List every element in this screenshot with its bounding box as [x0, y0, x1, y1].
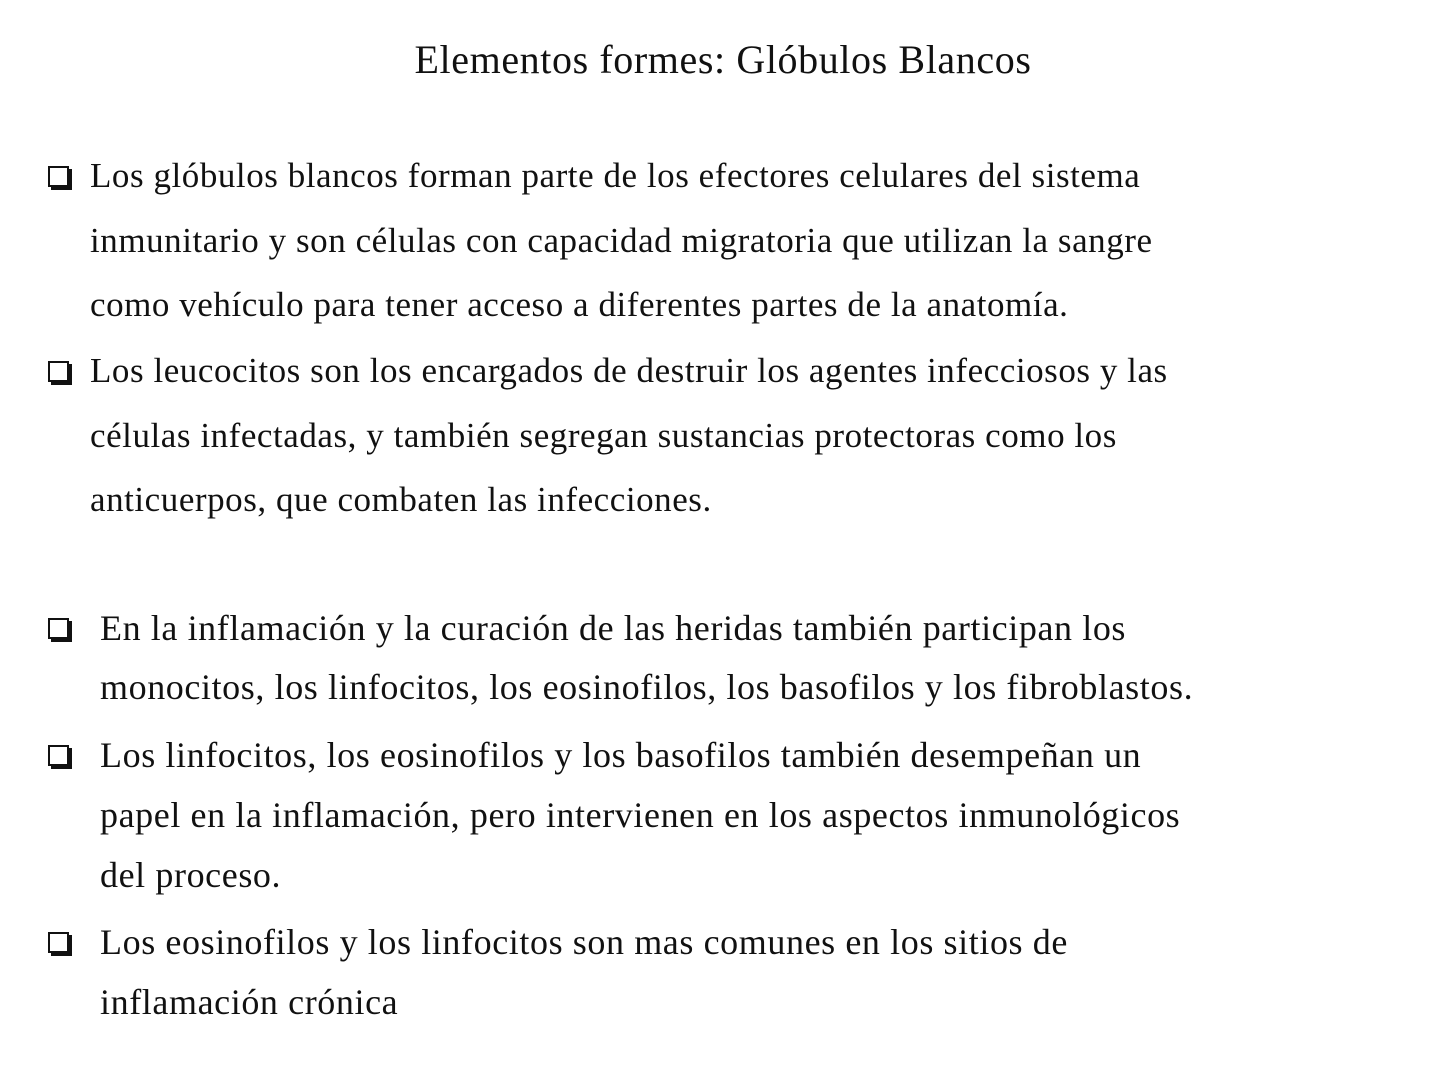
page-title: Elementos formes: Glóbulos Blancos — [414, 37, 1032, 82]
bullet-5-line-2: inflamación crónica — [100, 982, 399, 1022]
bullet-2-line-1: Los leucocitos son los encargados de destruir los agentes infecciosos y las — [90, 351, 1168, 390]
checkbox-bullet-icon — [48, 166, 69, 187]
bullet-3-line-1: En la inflamación y la curación de las heridas también participan los — [100, 608, 1127, 648]
bullet-4-line-3: del proceso. — [100, 855, 282, 895]
checkbox-bullet-icon — [48, 618, 69, 639]
bullet-5-line-1: Los eosinofilos y los linfocitos son mas comunes en los sitios de — [100, 922, 1068, 962]
bullet-4-line-2: papel en la inflamación, pero intervienen en los aspectos inmunológicos — [100, 795, 1181, 835]
checkbox-bullet-icon — [48, 932, 69, 953]
bullet-1-line-1: Los glóbulos blancos forman parte de los efectores celulares del sistema — [90, 156, 1141, 195]
bullet-1-line-2: inmunitario y son células con capacidad migratoria que utilizan la sangre — [90, 221, 1153, 260]
checkbox-bullet-icon — [48, 745, 69, 766]
bullet-2-line-2: células infectadas, y también segregan sustancias protectoras como los — [90, 416, 1117, 455]
checkbox-bullet-icon — [48, 361, 69, 382]
bullet-4-line-1: Los linfocitos, los eosinofilos y los basofilos también desempeñan un — [100, 735, 1142, 775]
bullet-1-line-3: como vehículo para tener acceso a diferentes partes de la anatomía. — [90, 285, 1069, 324]
bullet-2-line-3: anticuerpos, que combaten las infecciones. — [90, 480, 712, 519]
bullet-3-line-2: monocitos, los linfocitos, los eosinofilos, los basofilos y los fibroblastos. — [100, 667, 1194, 707]
